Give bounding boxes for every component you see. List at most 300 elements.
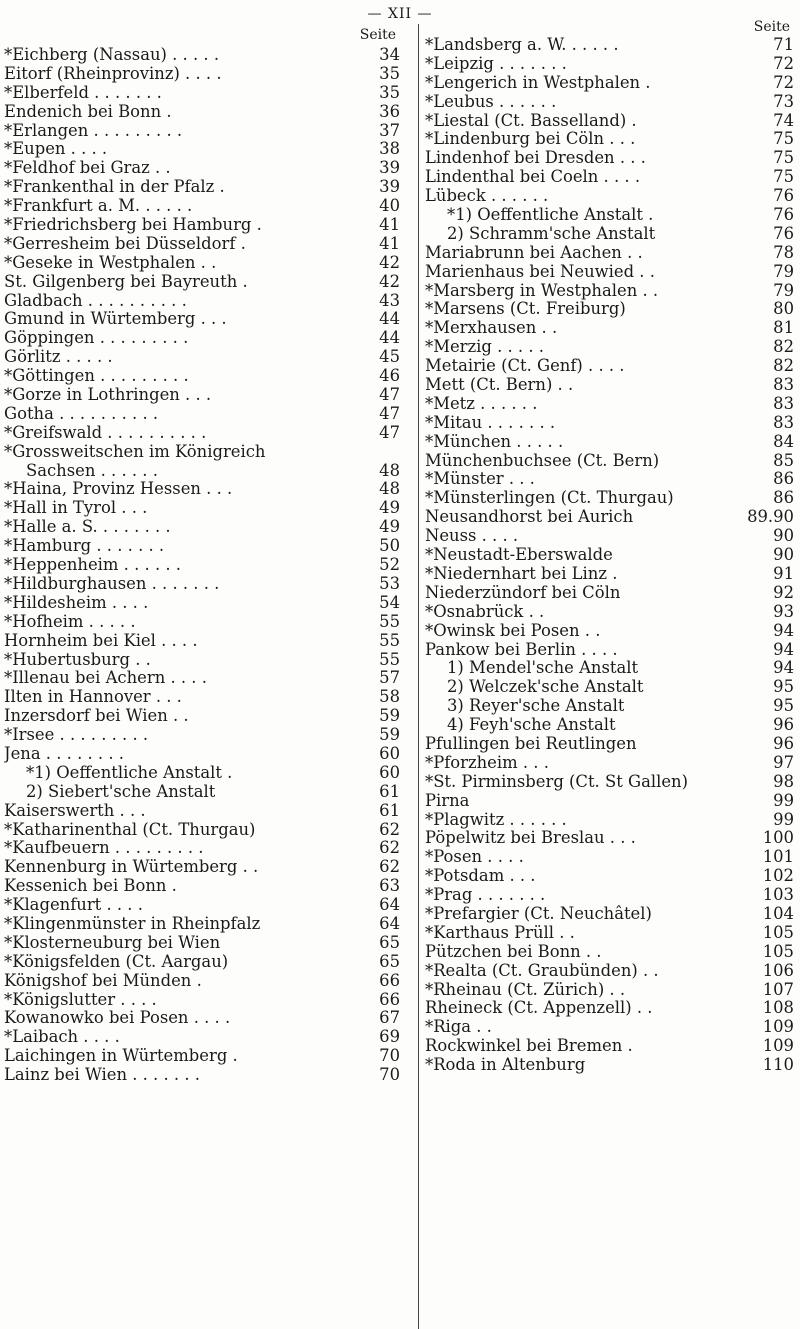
index-entry xyxy=(425,206,794,225)
index-entry xyxy=(425,999,794,1018)
index-entry xyxy=(425,659,794,678)
index-entry xyxy=(425,74,794,93)
entry-name: *Greifswald . . . . . . . . . . xyxy=(4,423,207,442)
index-entry xyxy=(4,329,400,348)
index-entry xyxy=(4,254,400,273)
entry-name: *Klosterneuburg bei Wien xyxy=(4,933,221,952)
page-header: — XII — xyxy=(367,6,433,22)
entry-name: Hornheim bei Kiel . . . . xyxy=(4,631,198,650)
index-entry xyxy=(4,235,400,254)
index-entry xyxy=(425,93,794,112)
entry-page: 40 xyxy=(379,196,400,216)
index-entry xyxy=(425,811,794,830)
entry-page: 83 xyxy=(773,393,794,413)
entry-page: 76 xyxy=(773,223,794,243)
entry-name: *Riga . . xyxy=(425,1018,492,1037)
entry-page: 94 xyxy=(773,658,794,678)
entry-name: Neusandhorst bei Aurich xyxy=(425,508,634,527)
entry-name: *Rheinau (Ct. Zürich) . . xyxy=(425,980,626,999)
entry-name: *Hamburg . . . . . . . xyxy=(4,537,165,556)
entry-name: Laichingen in Würtemberg . xyxy=(4,1047,238,1066)
entry-page: 83 xyxy=(773,412,794,432)
entry-page: 86 xyxy=(773,488,794,508)
entry-name: *Münsterlingen (Ct. Thurgau) xyxy=(425,489,674,508)
entry-name: *Hall in Tyrol . . . xyxy=(4,499,148,518)
entry-page: 101 xyxy=(762,847,794,867)
entry-page: 55 xyxy=(379,611,400,631)
entry-name: 2) Welczek'sche Anstalt xyxy=(447,678,644,697)
entry-page: 35 xyxy=(379,82,400,102)
entry-name: Endenich bei Bonn . xyxy=(4,102,172,121)
entry-name: Marienhaus bei Neuwied . . xyxy=(425,262,655,281)
entry-page: 39 xyxy=(379,158,400,178)
entry-page: 70 xyxy=(379,1046,400,1066)
entry-page: 66 xyxy=(379,989,400,1009)
index-column-left xyxy=(4,24,400,1085)
index-entry xyxy=(425,641,794,660)
index-entry xyxy=(4,424,400,443)
entry-page: 100 xyxy=(762,828,794,848)
entry-name: *Karthaus Prüll . . xyxy=(425,923,575,942)
entry-name: Kaiserswerth . . . xyxy=(4,801,146,820)
entry-name: *Merxhausen . . xyxy=(425,319,558,338)
entry-page: 89.90 xyxy=(747,507,794,527)
entry-name: *Erlangen . . . . . . . . . xyxy=(4,121,183,140)
entry-page: 42 xyxy=(379,252,400,272)
entry-name: *Prag . . . . . . . xyxy=(425,886,546,905)
index-entry xyxy=(4,103,400,122)
entry-page: 47 xyxy=(379,385,400,405)
entry-name: *Klagenfurt . . . . xyxy=(4,896,143,915)
entry-page: 90 xyxy=(773,526,794,546)
index-entry xyxy=(4,46,400,65)
entry-name: St. Gilgenberg bei Bayreuth . xyxy=(4,272,248,291)
entry-page: 84 xyxy=(773,431,794,451)
entry-page: 53 xyxy=(379,573,400,593)
entry-page: 109 xyxy=(762,1017,794,1037)
index-entry xyxy=(425,282,794,301)
index-entry xyxy=(4,1047,400,1066)
index-entry xyxy=(4,386,400,405)
entry-name: *Hildesheim . . . . xyxy=(4,593,149,612)
index-entry xyxy=(4,556,400,575)
entry-name: *Marsberg in Westphalen . . xyxy=(425,281,659,300)
entry-page: 63 xyxy=(379,876,400,896)
entry-name: Kowanowko bei Posen . . . . xyxy=(4,1009,231,1028)
entry-page: 107 xyxy=(762,979,794,999)
entry-page: 108 xyxy=(762,998,794,1018)
entry-page: 37 xyxy=(379,120,400,140)
entry-name: Pfullingen bei Reutlingen xyxy=(425,734,637,753)
entry-page: 38 xyxy=(379,139,400,159)
entry-name: Görlitz . . . . . xyxy=(4,348,113,367)
entry-name: Pirna xyxy=(425,791,470,810)
entry-page: 52 xyxy=(379,555,400,575)
index-list-right xyxy=(425,36,794,1075)
entry-page: 96 xyxy=(773,733,794,753)
index-entry xyxy=(4,726,400,745)
index-entry xyxy=(425,792,794,811)
entry-page: 94 xyxy=(773,639,794,659)
entry-name: Metairie (Ct. Genf) . . . . xyxy=(425,357,625,376)
entry-page: 97 xyxy=(773,752,794,772)
entry-name: *Leipzig . . . . . . . xyxy=(425,54,567,73)
index-entry xyxy=(425,716,794,735)
entry-page: 69 xyxy=(379,1027,400,1047)
entry-page: 44 xyxy=(379,309,400,329)
index-entry xyxy=(425,130,794,149)
entry-name: Kessenich bei Bonn . xyxy=(4,877,177,896)
index-entry xyxy=(4,216,400,235)
index-entry xyxy=(4,65,400,84)
entry-page: 83 xyxy=(773,375,794,395)
entry-page: 47 xyxy=(379,422,400,442)
entry-name: *Grossweitschen im Königreich xyxy=(4,442,266,461)
entry-name: *Mitau . . . . . . . xyxy=(425,413,556,432)
entry-page: 46 xyxy=(379,366,400,386)
index-entry xyxy=(425,848,794,867)
entry-name: *Realta (Ct. Graubünden) . . xyxy=(425,961,659,980)
index-entry xyxy=(425,489,794,508)
entry-name: *Friedrichsberg bei Hamburg . xyxy=(4,216,262,235)
index-entry xyxy=(4,518,400,537)
index-list-left xyxy=(4,46,400,1085)
entry-name: *Niedernhart bei Linz . xyxy=(425,564,618,583)
index-entry xyxy=(4,310,400,329)
entry-page: 66 xyxy=(379,970,400,990)
entry-name: *Eichberg (Nassau) . . . . . xyxy=(4,46,220,64)
entry-page: 109 xyxy=(762,1036,794,1056)
entry-page: 76 xyxy=(773,205,794,225)
index-entry xyxy=(4,858,400,877)
index-entry xyxy=(425,319,794,338)
entry-name: *Lengerich in Westphalen . xyxy=(425,73,651,92)
entry-page: 65 xyxy=(379,932,400,952)
index-entry xyxy=(425,546,794,565)
index-entry xyxy=(425,905,794,924)
index-entry xyxy=(4,443,400,462)
entry-name: Mariabrunn bei Aachen . . xyxy=(425,243,643,262)
entry-name: *Gerresheim bei Düsseldorf . xyxy=(4,234,246,253)
entry-page: 62 xyxy=(379,819,400,839)
entry-name: *Elberfeld . . . . . . . xyxy=(4,83,162,102)
entry-page: 61 xyxy=(379,800,400,820)
entry-page: 43 xyxy=(379,290,400,310)
entry-page: 86 xyxy=(773,469,794,489)
index-entry xyxy=(4,783,400,802)
entry-name: *Pforzheim . . . xyxy=(425,753,549,772)
index-entry xyxy=(425,263,794,282)
index-entry xyxy=(4,953,400,972)
entry-name: *Irsee . . . . . . . . . xyxy=(4,726,149,745)
entry-page: 34 xyxy=(379,45,400,64)
entry-name: *München . . . . . xyxy=(425,432,564,451)
index-entry xyxy=(4,1066,400,1085)
index-entry xyxy=(4,537,400,556)
index-entry xyxy=(425,433,794,452)
index-entry xyxy=(4,802,400,821)
entry-name: Mett (Ct. Bern) . . xyxy=(425,376,574,395)
index-entry xyxy=(4,821,400,840)
entry-name: *Liestal (Ct. Basselland) . xyxy=(425,111,637,130)
index-entry xyxy=(4,84,400,103)
entry-name: *Plagwitz . . . . . . xyxy=(425,810,567,829)
entry-name: *Hofheim . . . . . xyxy=(4,612,136,631)
entry-page: 49 xyxy=(379,517,400,537)
index-entry xyxy=(425,678,794,697)
index-entry xyxy=(425,527,794,546)
entry-page: 48 xyxy=(379,479,400,499)
entry-name: *Frankenthal in der Pfalz . xyxy=(4,178,225,197)
index-entry xyxy=(425,55,794,74)
index-entry xyxy=(425,829,794,848)
index-entry xyxy=(4,122,400,141)
entry-name: *1) Oeffentliche Anstalt . xyxy=(26,763,233,782)
entry-page: 74 xyxy=(773,110,794,130)
entry-name: *Klingenmünster in Rheinpfalz xyxy=(4,914,261,933)
index-entry xyxy=(4,499,400,518)
entry-page: 75 xyxy=(773,167,794,187)
index-entry xyxy=(4,197,400,216)
entry-name: *Katharinenthal (Ct. Thurgau) xyxy=(4,820,256,839)
index-entry xyxy=(425,338,794,357)
entry-name: *Prefargier (Ct. Neuchâtel) xyxy=(425,904,652,923)
entry-page: 48 xyxy=(379,460,400,480)
entry-page: 105 xyxy=(762,941,794,961)
entry-name: *Posen . . . . xyxy=(425,848,524,867)
entry-page: 47 xyxy=(379,403,400,423)
entry-page: 39 xyxy=(379,177,400,197)
entry-page: 41 xyxy=(379,215,400,235)
entry-page: 36 xyxy=(379,101,400,121)
seite-label: Seite xyxy=(753,19,790,35)
entry-name: 3) Reyer'sche Anstalt xyxy=(447,697,625,716)
index-entry xyxy=(4,651,400,670)
index-entry xyxy=(425,36,794,55)
entry-name: *Illenau bei Achern . . . . xyxy=(4,669,207,688)
entry-page: 79 xyxy=(773,280,794,300)
index-entry xyxy=(425,962,794,981)
entry-page: 110 xyxy=(762,1055,794,1075)
index-entry xyxy=(4,367,400,386)
entry-page: 96 xyxy=(773,715,794,735)
entry-name: *St. Pirminsberg (Ct. St Gallen) xyxy=(425,772,688,791)
seite-label: Seite xyxy=(359,27,396,43)
entry-page: 45 xyxy=(379,347,400,367)
entry-page: 103 xyxy=(762,885,794,905)
index-entry xyxy=(4,745,400,764)
index-entry xyxy=(4,669,400,688)
index-entry xyxy=(4,613,400,632)
index-entry xyxy=(425,395,794,414)
index-entry xyxy=(425,187,794,206)
entry-page: 65 xyxy=(379,951,400,971)
entry-name: Münchenbuchsee (Ct. Bern) xyxy=(425,451,660,470)
entry-name: Lainz bei Wien . . . . . . . xyxy=(4,1066,200,1085)
index-entry xyxy=(4,178,400,197)
entry-page: 81 xyxy=(773,318,794,338)
entry-page: 61 xyxy=(379,781,400,801)
entry-page: 106 xyxy=(762,960,794,980)
index-entry xyxy=(4,575,400,594)
index-entry xyxy=(425,414,794,433)
index-entry xyxy=(425,452,794,471)
index-entry xyxy=(4,159,400,178)
entry-name: *Geseke in Westphalen . . xyxy=(4,253,217,272)
entry-page: 98 xyxy=(773,771,794,791)
entry-page: 59 xyxy=(379,706,400,726)
entry-page: 64 xyxy=(379,895,400,915)
entry-name: Jena . . . . . . . . xyxy=(4,744,124,763)
entry-page: 73 xyxy=(773,91,794,111)
entry-name: *Roda in Altenburg xyxy=(425,1056,586,1075)
entry-page: 67 xyxy=(379,1008,400,1028)
entry-page: 91 xyxy=(773,563,794,583)
entry-page: 70 xyxy=(379,1065,400,1085)
entry-page: 35 xyxy=(379,63,400,83)
entry-name: Göppingen . . . . . . . . . xyxy=(4,329,189,348)
entry-page: 82 xyxy=(773,356,794,376)
index-entry xyxy=(4,632,400,651)
index-entry xyxy=(425,1056,794,1075)
entry-name: *Landsberg a. W. . . . . . xyxy=(425,36,619,54)
entry-name: *Göttingen . . . . . . . . . xyxy=(4,367,189,386)
entry-page: 57 xyxy=(379,668,400,688)
entry-page: 95 xyxy=(773,677,794,697)
entry-page: 41 xyxy=(379,233,400,253)
entry-page: 105 xyxy=(762,922,794,942)
entry-name: Inzersdorf bei Wien . . xyxy=(4,707,189,726)
entry-name: *Marsens (Ct. Freiburg) xyxy=(425,300,626,319)
entry-name: *Feldhof bei Graz . . xyxy=(4,159,171,178)
entry-name: *Leubus . . . . . . xyxy=(425,92,557,111)
entry-name: 4) Feyh'sche Anstalt xyxy=(447,716,616,735)
entry-name: *Eupen . . . . xyxy=(4,140,108,159)
index-entry xyxy=(425,735,794,754)
entry-page: 72 xyxy=(773,72,794,92)
entry-name: 2) Siebert'sche Anstalt xyxy=(26,782,216,801)
entry-page: 62 xyxy=(379,838,400,858)
entry-name: *Gorze in Lothringen . . . xyxy=(4,386,212,405)
index-entry xyxy=(425,867,794,886)
index-entry xyxy=(425,622,794,641)
index-entry xyxy=(425,603,794,622)
entry-name: Gladbach . . . . . . . . . . xyxy=(4,291,187,310)
index-entry xyxy=(425,112,794,131)
index-entry xyxy=(425,168,794,187)
entry-name: Ilten in Hannover . . . xyxy=(4,688,182,707)
entry-name: Kennenburg in Würtemberg . . xyxy=(4,858,259,877)
entry-name: Lindenhof bei Dresden . . . xyxy=(425,149,646,168)
entry-name: Rheineck (Ct. Appenzell) . . xyxy=(425,999,653,1018)
index-entry xyxy=(425,886,794,905)
index-entry xyxy=(425,924,794,943)
entry-name: *Hildburghausen . . . . . . . xyxy=(4,574,220,593)
entry-name: *1) Oeffentliche Anstalt . xyxy=(447,206,654,225)
entry-page: 72 xyxy=(773,53,794,73)
entry-name: Pützchen bei Bonn . . xyxy=(425,942,602,961)
entry-name: *Laibach . . . . xyxy=(4,1028,120,1047)
entry-name: Königshof bei Münden . xyxy=(4,971,202,990)
index-entry xyxy=(425,149,794,168)
index-entry xyxy=(425,1018,794,1037)
entry-name: Eitorf (Rheinprovinz) . . . . xyxy=(4,64,222,83)
index-entry xyxy=(4,1009,400,1028)
index-entry xyxy=(425,773,794,792)
entry-page: 54 xyxy=(379,592,400,612)
index-entry xyxy=(425,754,794,773)
entry-name: 2) Schramm'sche Anstalt xyxy=(447,224,656,243)
entry-page: 64 xyxy=(379,913,400,933)
index-entry xyxy=(4,594,400,613)
index-entry xyxy=(425,1037,794,1056)
index-entry xyxy=(4,1028,400,1047)
index-entry xyxy=(4,462,400,481)
index-entry xyxy=(4,896,400,915)
entry-name: *Heppenheim . . . . . . xyxy=(4,556,181,575)
entry-name: *Königslutter . . . . xyxy=(4,990,157,1009)
index-entry xyxy=(4,915,400,934)
index-entry xyxy=(4,764,400,783)
index-entry xyxy=(4,688,400,707)
entry-name: Niederzündorf bei Cöln xyxy=(425,583,621,602)
entry-page: 75 xyxy=(773,148,794,168)
entry-page: 104 xyxy=(762,903,794,923)
index-entry xyxy=(4,292,400,311)
entry-name: Sachsen . . . . . . xyxy=(26,461,158,480)
entry-page: 99 xyxy=(773,809,794,829)
entry-page: 62 xyxy=(379,857,400,877)
entry-name: Neuss . . . . xyxy=(425,527,519,546)
index-entry xyxy=(425,357,794,376)
index-entry xyxy=(425,300,794,319)
entry-name: *Metz . . . . . . xyxy=(425,394,538,413)
entry-page: 82 xyxy=(773,337,794,357)
entry-page: 78 xyxy=(773,242,794,262)
entry-page: 71 xyxy=(773,35,794,54)
index-entry xyxy=(4,934,400,953)
entry-name: Lindenthal bei Coeln . . . . xyxy=(425,168,641,187)
entry-page: 55 xyxy=(379,649,400,669)
index-entry xyxy=(425,244,794,263)
entry-name: *Königsfelden (Ct. Aargau) xyxy=(4,952,229,971)
entry-name: *Potsdam . . . xyxy=(425,867,536,886)
index-entry xyxy=(4,140,400,159)
index-entry xyxy=(4,972,400,991)
entry-page: 76 xyxy=(773,186,794,206)
entry-page: 94 xyxy=(773,620,794,640)
index-entry xyxy=(425,470,794,489)
entry-name: Gmund in Würtemberg . . . xyxy=(4,310,227,329)
entry-name: *Halle a. S. . . . . . . . xyxy=(4,518,171,537)
entry-name: Pöpelwitz bei Breslau . . . xyxy=(425,829,636,848)
entry-page: 80 xyxy=(773,299,794,319)
entry-name: *Haina, Provinz Hessen . . . xyxy=(4,480,233,499)
index-entry xyxy=(425,225,794,244)
entry-page: 42 xyxy=(379,271,400,291)
entry-page: 75 xyxy=(773,129,794,149)
index-entry xyxy=(4,991,400,1010)
index-entry xyxy=(4,839,400,858)
index-entry xyxy=(4,273,400,292)
entry-page: 102 xyxy=(762,866,794,886)
entry-name: *Osnabrück . . xyxy=(425,602,545,621)
index-entry xyxy=(4,707,400,726)
entry-page: 79 xyxy=(773,261,794,281)
entry-page: 55 xyxy=(379,630,400,650)
entry-name: *Owinsk bei Posen . . xyxy=(425,621,601,640)
index-column-right xyxy=(418,19,794,1329)
